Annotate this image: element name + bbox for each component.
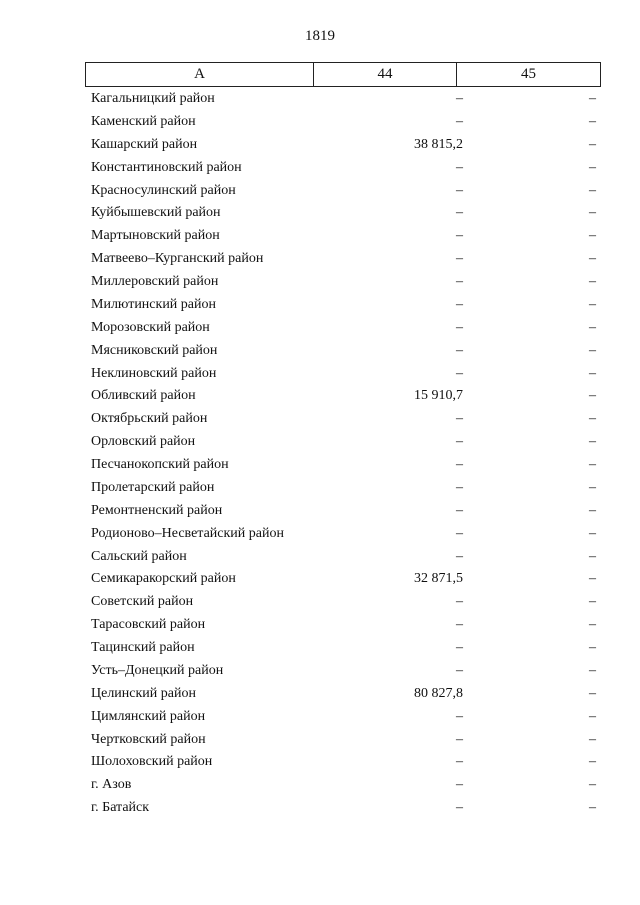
row-name: г. Батайск: [91, 800, 150, 816]
table-row: [0, 271, 640, 294]
table-row: [0, 363, 640, 386]
row-name: Неклиновский район: [91, 365, 217, 381]
page-number: 1819: [305, 28, 335, 44]
row-name: Усть–Донецкий район: [91, 662, 224, 678]
row-value-44: –: [456, 319, 463, 335]
row-value-45: –: [589, 617, 596, 633]
row-value-45: –: [589, 228, 596, 244]
row-value-45: –: [589, 525, 596, 541]
row-value-44: –: [456, 777, 463, 793]
row-value-45: –: [589, 136, 596, 152]
table-row: [0, 157, 640, 180]
row-name: Родионово–Несветайский район: [91, 525, 284, 541]
table-row: [0, 797, 640, 820]
row-name: Песчанокопский район: [91, 457, 229, 472]
row-name: Чертковский район: [91, 731, 206, 747]
row-name: Мясниковский район: [91, 342, 218, 358]
row-value-45: –: [589, 731, 596, 747]
row-value-45: –: [589, 296, 596, 312]
row-value-45: –: [589, 205, 596, 221]
table-row: [0, 134, 640, 157]
row-value-44: 38 815,2: [414, 136, 463, 152]
table-row: [0, 500, 640, 523]
table-row: [0, 660, 640, 683]
table-row: [0, 431, 640, 454]
table-row: [0, 385, 640, 408]
row-name: Сальский район: [91, 548, 187, 564]
row-value-45: –: [589, 319, 596, 335]
header-cell-a: А: [86, 63, 314, 86]
table-row: [0, 202, 640, 225]
row-value-45: –: [589, 365, 596, 381]
row-value-44: –: [456, 594, 463, 610]
row-value-44: 80 827,8: [414, 685, 463, 701]
row-name: Октябрьский район: [91, 411, 208, 427]
table-row: [0, 225, 640, 248]
row-value-44: –: [456, 457, 463, 472]
row-name: Константиновский район: [91, 159, 242, 175]
row-name: Обливский район: [91, 388, 196, 404]
row-name: Милютинский район: [91, 296, 217, 312]
row-value-45: –: [589, 777, 596, 793]
row-value-45: –: [589, 548, 596, 564]
row-value-44: –: [456, 708, 463, 724]
row-value-45: –: [589, 754, 596, 770]
row-value-45: –: [589, 800, 596, 816]
row-value-44: –: [456, 525, 463, 541]
row-value-44: –: [456, 182, 463, 198]
row-name: Ремонтненский район: [91, 502, 223, 518]
table-row: [0, 340, 640, 363]
row-value-45: –: [589, 685, 596, 701]
row-name: Красносулинский район: [91, 182, 236, 198]
row-value-44: –: [456, 274, 463, 289]
row-value-45: –: [589, 457, 596, 472]
table-row: [0, 751, 640, 774]
row-value-44: –: [456, 205, 463, 221]
table-row: [0, 477, 640, 500]
row-value-45: –: [589, 594, 596, 610]
row-name: Морозовский район: [91, 319, 210, 335]
table-row: [0, 317, 640, 340]
header-cell-44: 44: [314, 63, 457, 86]
row-value-44: –: [456, 548, 463, 564]
row-value-44: –: [456, 159, 463, 175]
row-value-44: –: [456, 617, 463, 633]
row-value-44: –: [456, 113, 463, 129]
table-header: [85, 62, 601, 87]
table-body: [0, 88, 640, 820]
row-name: Кашарский район: [91, 136, 198, 152]
row-value-45: –: [589, 182, 596, 198]
table-row: [0, 614, 640, 637]
row-value-44: 32 871,5: [414, 571, 463, 587]
row-name: Шолоховский район: [91, 754, 213, 770]
row-value-44: –: [456, 365, 463, 381]
row-name: Куйбышевский район: [91, 205, 221, 221]
row-name: Каменский район: [91, 113, 196, 129]
row-value-44: –: [456, 731, 463, 747]
row-value-44: 15 910,7: [414, 388, 463, 404]
row-value-45: –: [589, 640, 596, 655]
row-value-45: –: [589, 251, 596, 267]
table-row: [0, 294, 640, 317]
row-value-44: –: [456, 296, 463, 312]
table-row: [0, 546, 640, 569]
table-row: [0, 706, 640, 729]
table-row: [0, 729, 640, 752]
table-row: [0, 637, 640, 660]
row-value-45: –: [589, 342, 596, 358]
row-value-44: –: [456, 662, 463, 678]
row-name: Советский район: [91, 594, 194, 610]
row-value-44: –: [456, 434, 463, 450]
table-row: [0, 454, 640, 477]
row-value-45: –: [589, 571, 596, 587]
row-name: Целинский район: [91, 685, 196, 701]
row-value-44: –: [456, 479, 463, 495]
row-name: Матвеево–Курганский район: [91, 251, 264, 267]
row-name: Кагальницкий район: [91, 91, 215, 106]
row-name: Орловский район: [91, 434, 196, 450]
row-value-45: –: [589, 113, 596, 129]
table-row: [0, 683, 640, 706]
row-value-45: –: [589, 708, 596, 724]
table-row: [0, 774, 640, 797]
table-row: [0, 591, 640, 614]
table-row: [0, 568, 640, 591]
row-value-45: –: [589, 662, 596, 678]
row-value-44: –: [456, 754, 463, 770]
row-name: Тарасовский район: [91, 617, 206, 633]
row-value-45: –: [589, 274, 596, 289]
row-value-45: –: [589, 502, 596, 518]
row-value-44: –: [456, 91, 463, 106]
row-value-45: –: [589, 479, 596, 495]
row-value-44: –: [456, 502, 463, 518]
row-value-45: –: [589, 159, 596, 175]
table-row: [0, 523, 640, 546]
row-name: Миллеровский район: [91, 274, 219, 289]
row-value-44: –: [456, 800, 463, 816]
table-row: [0, 248, 640, 271]
row-value-44: –: [456, 228, 463, 244]
row-name: Семикаракорский район: [91, 571, 236, 587]
table-row: [0, 408, 640, 431]
table-row: [0, 111, 640, 134]
row-value-44: –: [456, 251, 463, 267]
row-name: Цимлянский район: [91, 708, 206, 724]
row-value-44: –: [456, 640, 463, 655]
row-value-45: –: [589, 388, 596, 404]
row-name: г. Азов: [91, 777, 132, 793]
row-value-45: –: [589, 91, 596, 106]
header-cell-45: 45: [521, 66, 536, 82]
table-row: [0, 88, 640, 111]
table-row: [0, 180, 640, 203]
row-value-45: –: [589, 411, 596, 427]
row-value-44: –: [456, 411, 463, 427]
row-name: Мартыновский район: [91, 228, 220, 244]
row-name: Тацинский район: [91, 640, 195, 655]
row-value-45: –: [589, 434, 596, 450]
row-value-44: –: [456, 342, 463, 358]
row-name: Пролетарский район: [91, 479, 215, 495]
